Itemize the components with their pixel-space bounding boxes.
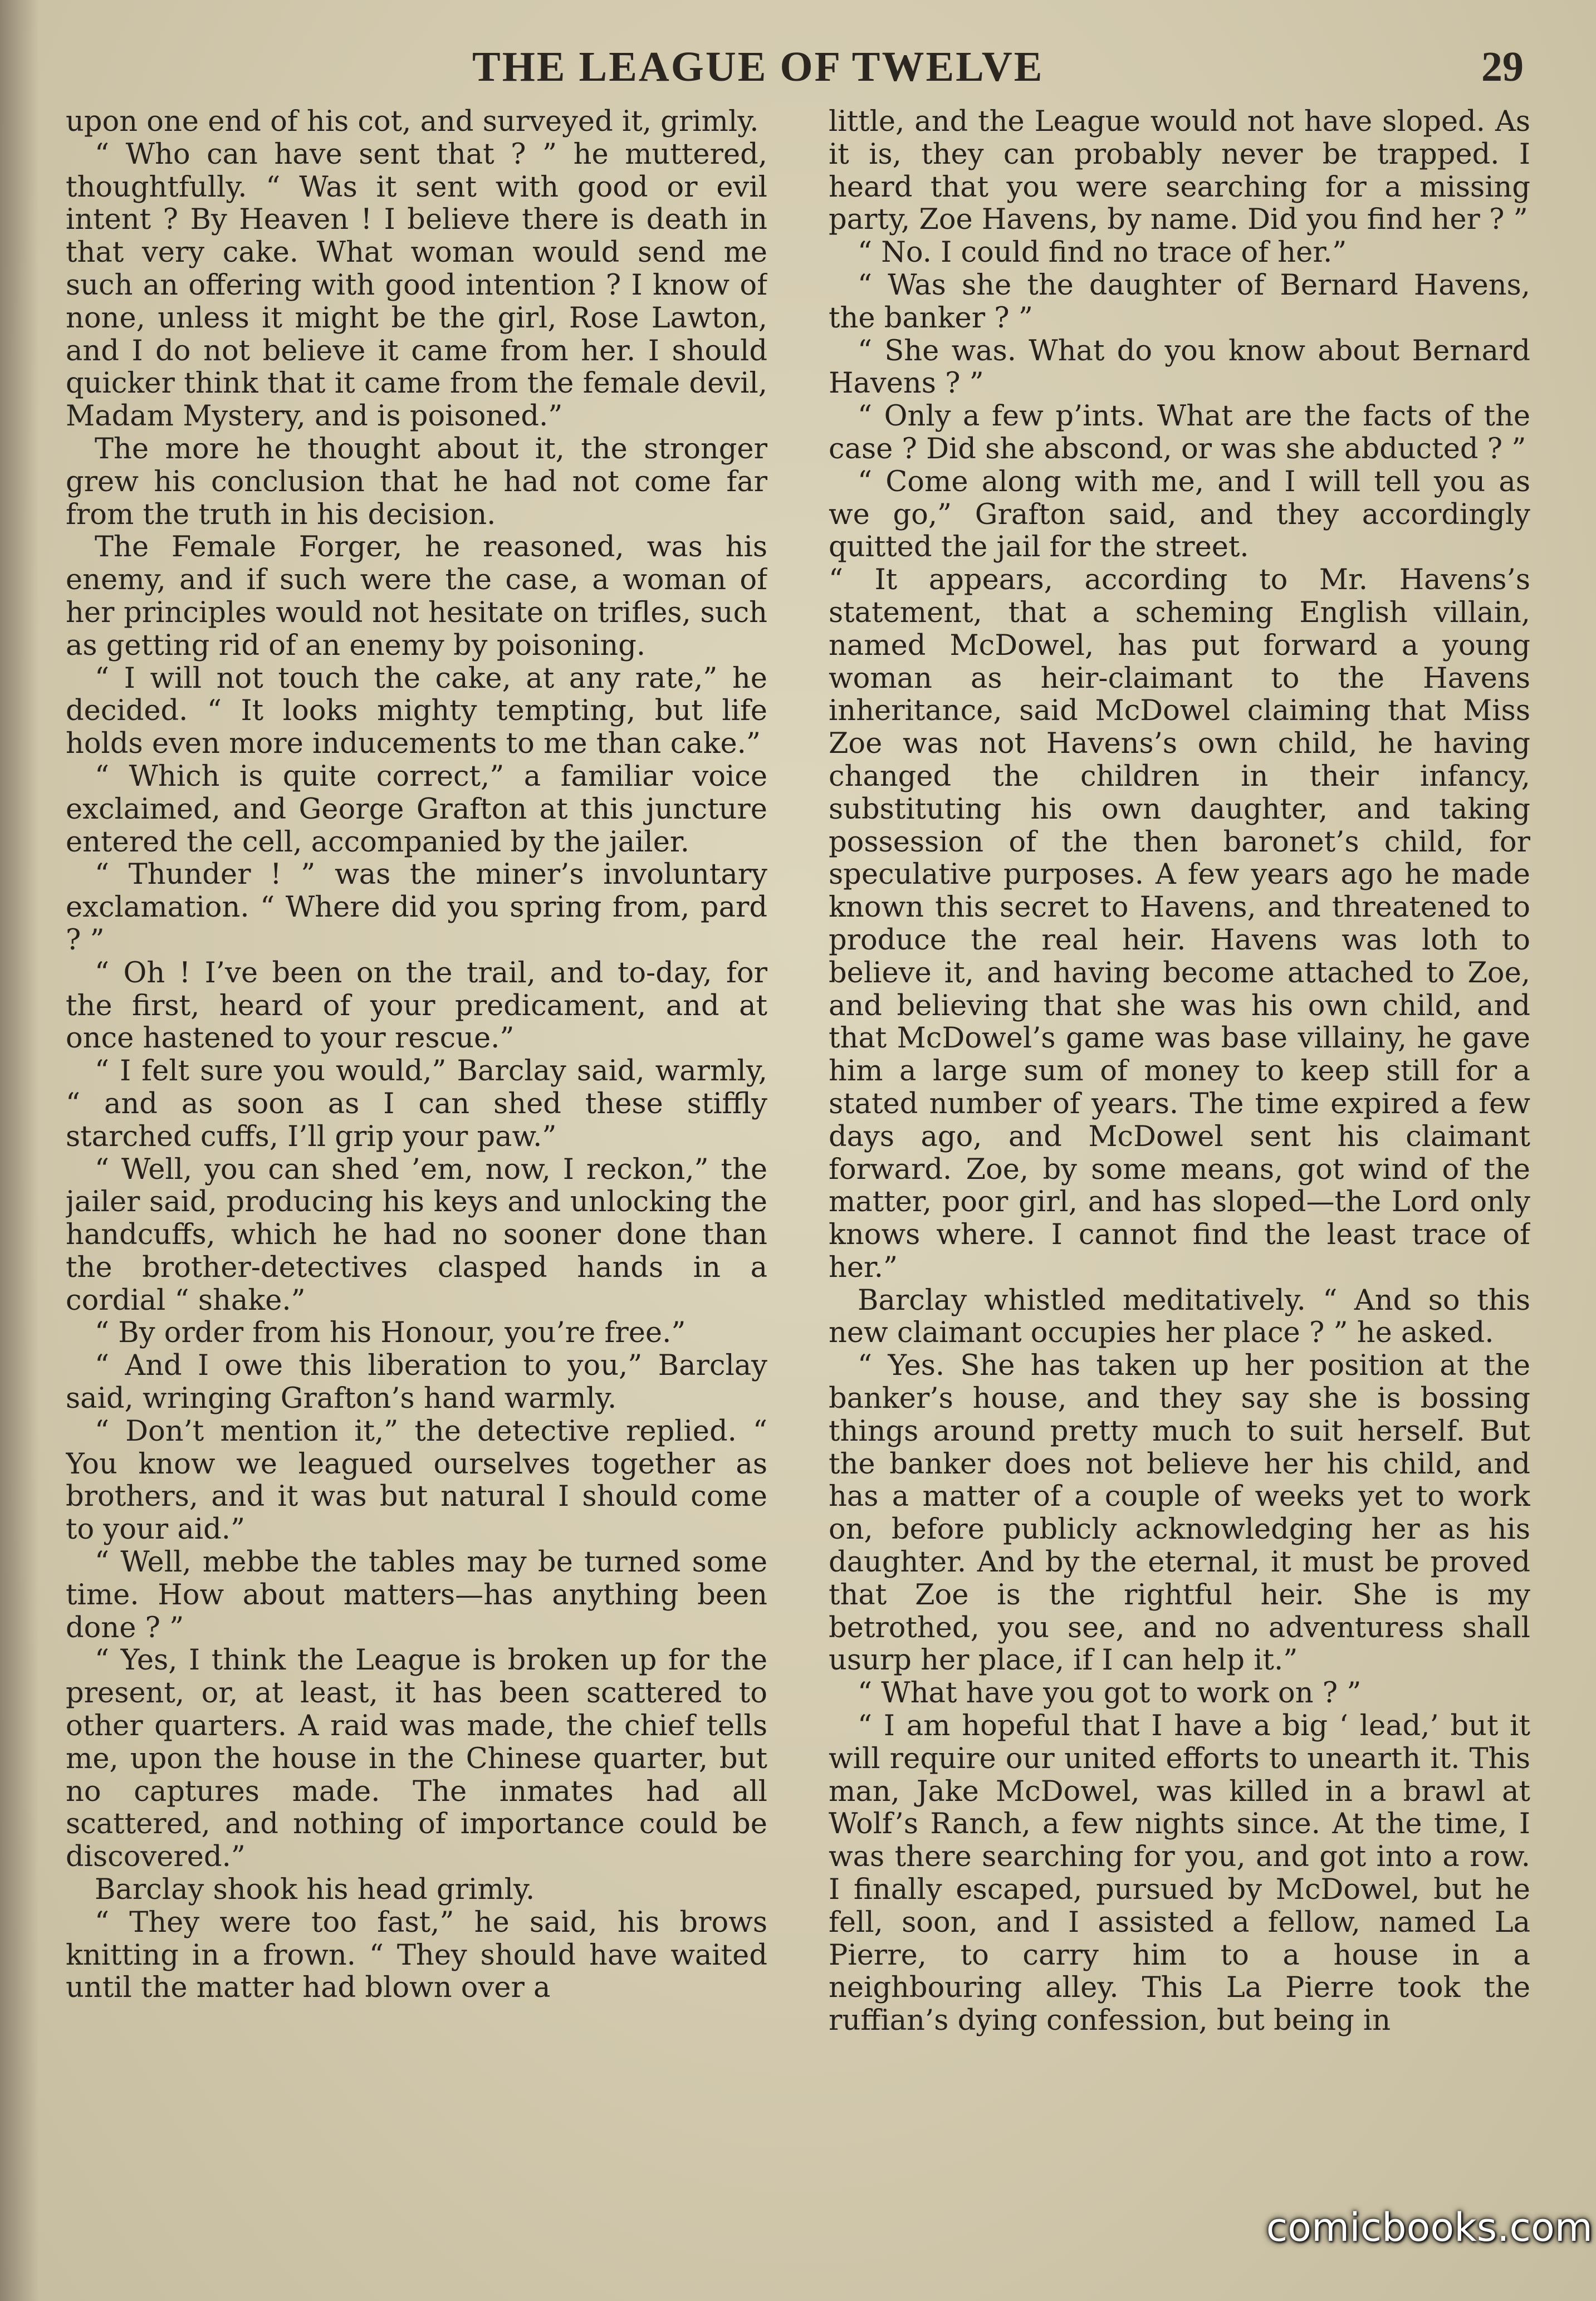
- left-column: [66, 106, 767, 2233]
- page-edge-shadow: [0, 0, 39, 2301]
- paragraph: “ Thunder ! ” was the miner’s involuntary exclamation. “ Where did you spring from, pard ? ”: [66, 858, 767, 957]
- paragraph: “ Yes, I think the League is broken up for the present, or, at least, it has been scattered to other quarters. A raid was made, the chief tells me, upon the house in the Chinese quarter, but no captures made. The inmates had all scattered, and nothing of importance could be discovered.”: [66, 1644, 767, 1874]
- paragraph: “ Well, you can shed ’em, now, I reckon,” the jailer said, producing his keys and unlocking the handcuffs, which he had no sooner done than the brother-detectives clasped hands in a cordial “ shake.”: [66, 1153, 767, 1317]
- paragraph: “ By order from his Honour, you’re free.”: [95, 1316, 686, 1350]
- paragraph: “ Who can have sent that ? ” he muttered, thoughtfully. “ Was it sent with good or evil intent ? By Heaven ! I believe there is death in that very cake. What woman would send me such an offering with good intention ? I know of none, unless it might be the girl, Rose Lawton, and I do not believe it came from her. I should quicker think that it came from the female devil, Madam Mystery, and is poisoned.”: [66, 138, 767, 433]
- paragraph: “ They were too fast,” he said, his brows knitting in a frown. “ They should have waited until the matter had blown over a: [66, 1906, 767, 2005]
- paragraph: upon one end of his cot, and surveyed it, grimly.: [66, 106, 759, 138]
- paragraph: “ Oh ! I’ve been on the trail, and to-day, for the first, heard of your predicament, and at once hastened to your rescue.”: [66, 956, 767, 1055]
- paragraph: “ No. I could find no trace of her.”: [858, 236, 1347, 270]
- page-header: [0, 39, 1596, 100]
- running-title: THE LEAGUE OF TWELVE: [472, 43, 1044, 90]
- watermark-logo: comicbooks.com: [1266, 2205, 1593, 2250]
- paragraph: The Female Forger, he reasoned, was his enemy, and if such were the case, a woman of her principles would not hesitate on trifles, such as getting rid of an enemy by poisoning.: [66, 531, 767, 662]
- paragraph: “ And I owe this liberation to you,” Barclay said, wringing Grafton’s hand warmly.: [66, 1349, 767, 1416]
- paragraph: Barclay whistled meditatively. “ And so this new claimant occupies her place ? ” he asked.: [829, 1284, 1530, 1350]
- paragraph: Barclay shook his head grimly.: [95, 1873, 535, 1907]
- paragraph: “ Yes. She has taken up her position at the banker’s house, and they say she is bossing things around pretty much to suit herself. But the banker does not believe her his child, and has a matter of a couple of weeks yet to work on, before publicly acknowledging her as his daughter. And by the eternal, it must be proved that Zoe is the rightful heir. She is my betrothed, you see, and no adventuress shall usurp her place, if I can help it.”: [829, 1349, 1530, 1677]
- paragraph: The more he thought about it, the stronger grew his conclusion that he had not come far from the truth in his decision.: [66, 432, 767, 531]
- paragraph: “ I am hopeful that I have a big ‘ lead,’ but it will require our united efforts to unearth it. This man, Jake McDowel, was killed in a brawl at Wolf’s Ranch, a few nights since. At the time, I was there searching for you, and got into a row. I finally escaped, pursued by McDowel, but he fell, soon, and I assisted a fellow, named La Pierre, to carry him to a house in a neighbouring alley. This La Pierre took the ruffian’s dying confession, but being in: [829, 1710, 1530, 2038]
- paragraph: “ What have you got to work on ? ”: [858, 1677, 1362, 1710]
- paragraph: “ Well, mebbe the tables may be turned some time. How about matters—has anything been done ? ”: [66, 1546, 767, 1644]
- paragraph: “ Don’t mention it,” the detective replied. “ You know we leagued ourselves together as brothers, and it was but natural I should come to your aid.”: [66, 1414, 767, 1546]
- paragraph: “ Only a few p’ints. What are the facts of the case ? Did she abscond, or was she abducted ? ”: [829, 400, 1530, 466]
- paragraph: “ I felt sure you would,” Barclay said, warmly, “ and as soon as I can shed these stiffly starched cuffs, I’ll grip your paw.”: [66, 1055, 767, 1153]
- paragraph: “ Which is quite correct,” a familiar voice exclaimed, and George Grafton at this juncture entered the cell, accompanied by the jailer.: [66, 760, 767, 859]
- paragraph: “ She was. What do you know about Bernard Havens ? ”: [829, 334, 1530, 400]
- page-number: 29: [1481, 43, 1524, 90]
- paragraph: “ Come along with me, and I will tell you as we go,” Grafton said, and they accordingly quitted the jail for the street.: [829, 465, 1530, 564]
- paragraph: little, and the League would not have sloped. As it is, they can probably never be trapped. I heard that you were searching for a missing party, Zoe Havens, by name. Did you find her ? ”: [829, 106, 1530, 237]
- paragraph: “ I will not touch the cake, at any rate,” he decided. “ It looks mighty tempting, but life holds even more inducements to me than cake.”: [66, 662, 767, 761]
- right-column: [829, 106, 1530, 2233]
- paragraph: “ Was she the daughter of Bernard Havens, the banker ? ”: [829, 268, 1530, 335]
- paragraph: “ It appears, according to Mr. Havens’s statement, that a scheming English villain, named McDowel, has put forward a young woman as heir-claimant to the Havens inheritance, said McDowel claiming that Miss Zoe was not Havens’s own child, he having changed the children in their infancy, substituting his own daughter, and taking possession of the then baronet’s child, for speculative purposes. A few years ago he made known this secret to Havens, and threatened to produce the real heir. Havens was loth to believe it, and having become attached to Zoe, and believing that she was his own child, and that McDowel’s game was base villainy, he gave him a large sum of money to keep still for a stated number of years. The time expired a few days ago, and McDowel sent his claimant forward. Zoe, by some means, got wind of the matter, poor girl, and has sloped—the Lord only knows where. I cannot find the least trace of her.”: [829, 564, 1530, 1284]
